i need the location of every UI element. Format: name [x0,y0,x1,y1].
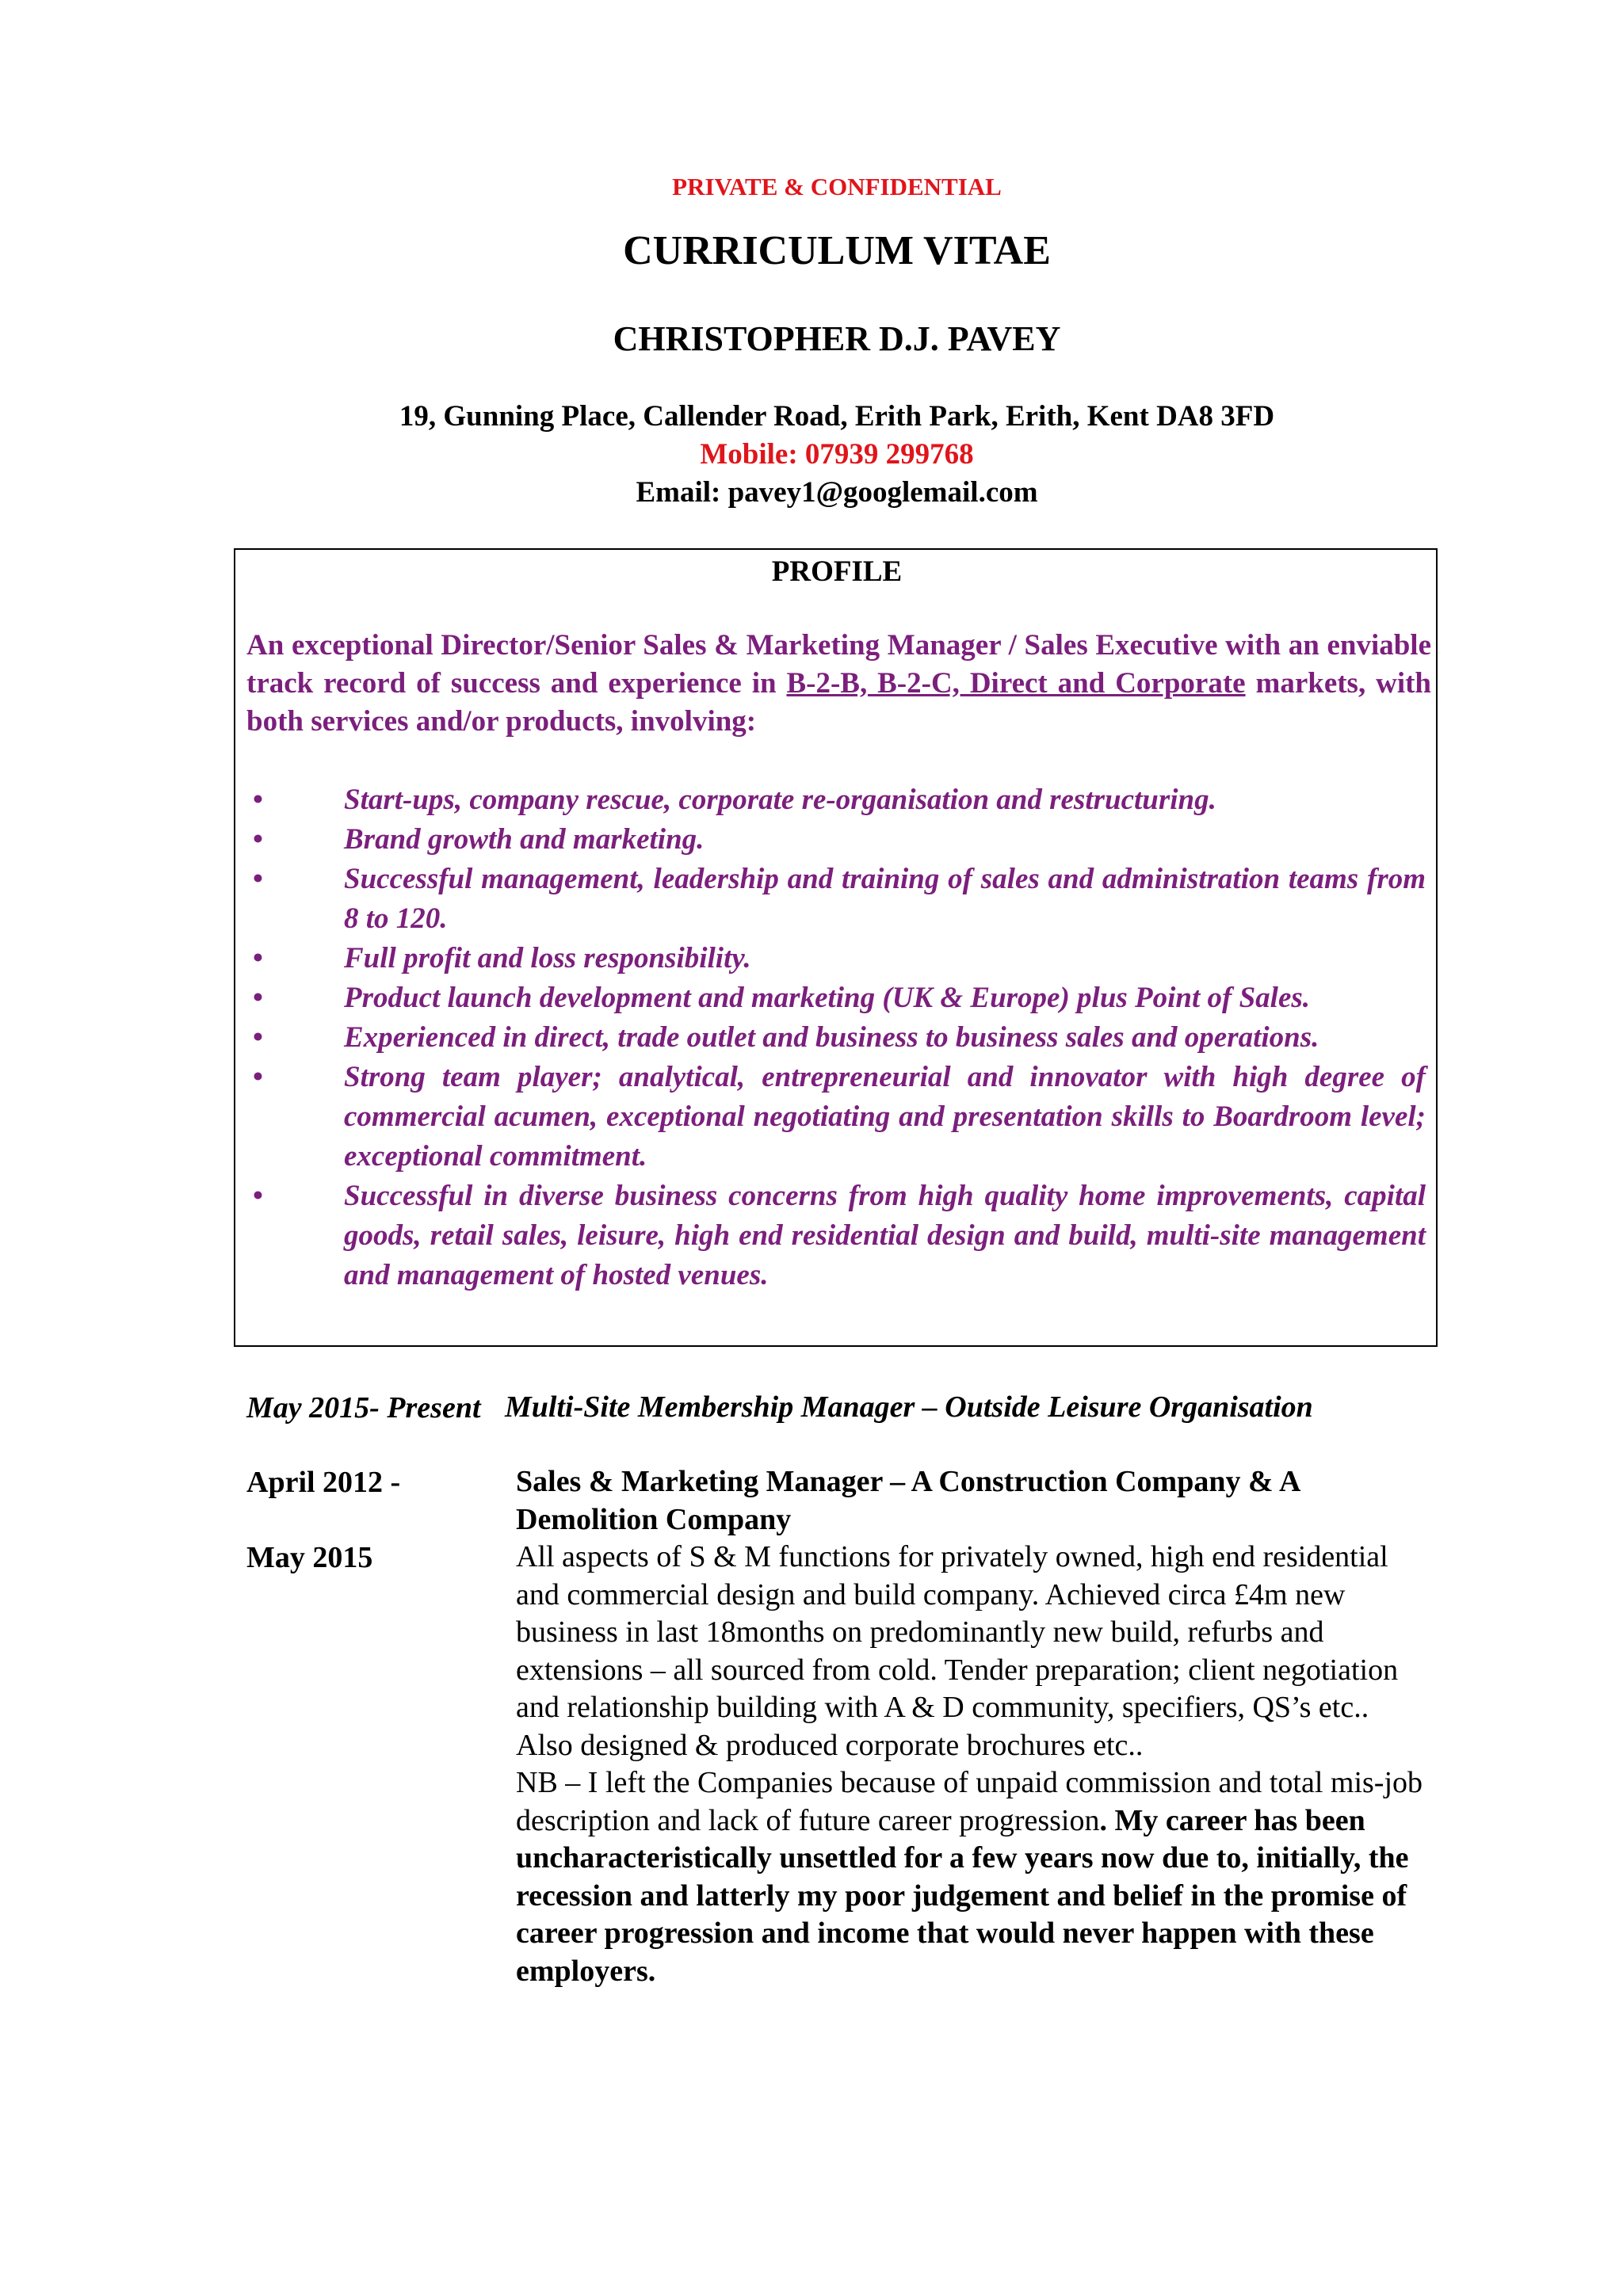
list-item [246,860,1426,939]
profile-bullet-list [246,780,1426,1295]
bullet-text: Strong team player; analytical, entrepreneurial and innovator with high degree of commercial acumen, exceptional negotiating and presentation skills to Boardroom level; exceptional commitment. [344,1061,1426,1173]
bullet-text: Full profit and loss responsibility. [344,942,751,974]
list-item [246,1177,1426,1295]
bullet-icon: • [253,863,263,895]
bullet-text: Experienced in direct, trade outlet and business to business sales and operations. [344,1021,1319,1054]
bullet-text: Successful in diverse business concerns from high quality home improvements, capital goods, retail sales, leisure, high end residential design and build, multi-site management and management of hosted venues. [344,1180,1426,1291]
job-title: Multi-Site Membership Manager – Outside Leisure Organisation [505,1390,1313,1424]
bullet-icon: • [253,1061,263,1093]
profile-intro [246,627,1431,741]
bullet-text: Successful management, leadership and training of sales and administration teams from 8 to 120. [344,863,1426,935]
job-note-text: NB – I left the Companies because of unpaid commission and total mis-job description and lack of future career progression [516,1766,1423,1837]
mobile-number: Mobile: 07939 299768 [700,438,974,471]
intro-text-start: An exceptional Director/Senior Sales & Marketing Manager / Sales Executive with an enviable track record of success and experience in [246,629,1431,700]
profile-heading: PROFILE [771,555,903,588]
list-item [246,1058,1426,1177]
bullet-text: Start-ups, company rescue, corporate re-organisation and restructuring. [344,784,1216,816]
job-note [516,1764,1427,1990]
list-item [246,780,1426,820]
list-item [246,820,1426,860]
intro-markets: B-2-B, B-2-C, Direct and Corporate [786,667,1246,700]
job-date-from: April 2012 - [246,1466,401,1499]
confidential-label: PRIVATE & CONFIDENTIAL [672,173,1002,200]
address-line: 19, Gunning Place, Callender Road, Erith Park, Erith, Kent DA8 3FD [399,400,1275,433]
bullet-icon: • [253,942,263,974]
bullet-text: Brand growth and marketing. [344,823,705,856]
intro-text-end: markets, with both services and/or products, involving: [246,667,1432,738]
bullet-icon: • [253,1021,263,1054]
bullet-icon: • [253,1180,263,1212]
job-description-text: All aspects of S & M functions for privately owned, high end residential and commercial design and build company. Achieved circa £4m new business in last 18months on predominantly new build, refurbs and extensions – all sourced from cold. Tender preparation; client negotiation and relationship building with A & D community, specifiers, QS’s etc.. Also designed & produced corporate brochures etc.. [516,1540,1399,1762]
candidate-name: CHRISTOPHER D.J. PAVEY [613,319,1061,358]
bullet-text: Product launch development and marketing (UK & Europe) plus Point of Sales. [344,982,1311,1014]
bullet-icon: • [253,784,263,816]
job-dates: May 2015- Present [246,1391,481,1425]
bullet-icon: • [253,982,263,1014]
job-note-bold: . My career has been uncharacteristically unsettled for a few years now due to, initially, the recession and latterly my poor judgement and belief in the promise of career progression and income that would never happen with these employers. [516,1803,1409,1988]
document-title: CURRICULUM VITAE [623,228,1051,273]
email-address: Email: pavey1@googlemail.com [636,476,1038,509]
list-item [246,978,1426,1018]
list-item [246,939,1426,978]
list-item [246,1018,1426,1058]
job-title: Sales & Marketing Manager – A Construction Company & A Demolition Company [516,1465,1300,1536]
job-description [516,1539,1427,1990]
bullet-icon: • [253,823,263,856]
job-date-to: May 2015 [246,1541,373,1574]
